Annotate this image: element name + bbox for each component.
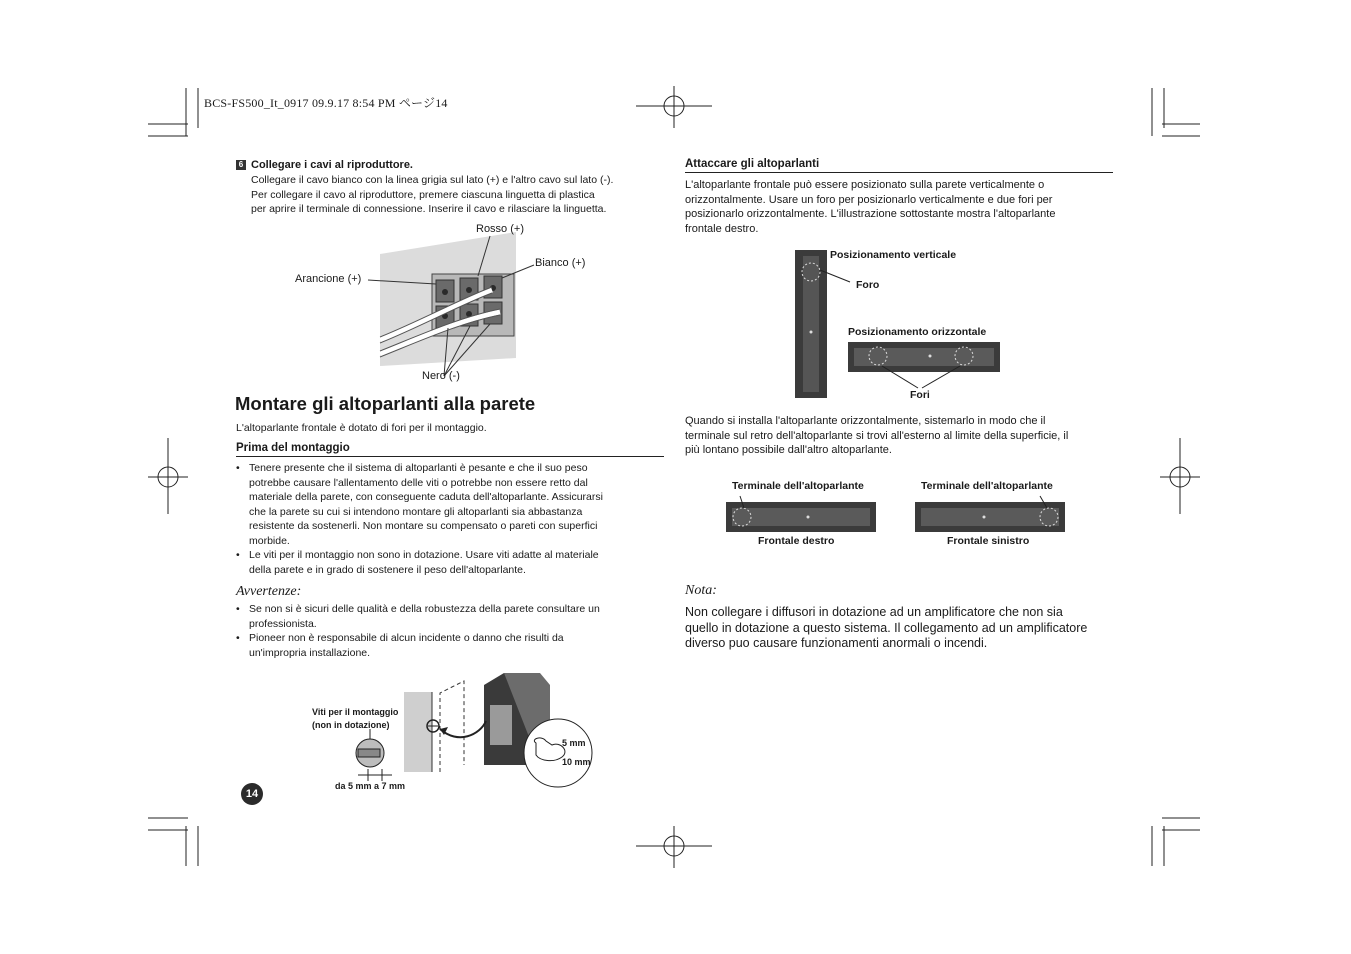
label-arancione: Arancione (+) xyxy=(295,273,362,285)
label-10mm: 10 mm xyxy=(562,757,591,767)
list-item: • Tenere presente che il sistema di altoparlanti è pesante e che il suo peso potrebbe causare l'allentamento delle viti o potrebbe non essere retto dal materiale della parete, con conseguente caduta dell'altoparlante. Assicurarsi che la parete su cui si intendono montare gli altoparlanti sia abbastanza resistente da sostenerli. Non montare su compensato o pareti con superfici morbide. xyxy=(235,461,667,548)
attaccare-heading: Attaccare gli altoparlanti xyxy=(685,158,1113,173)
prima-bullet-list xyxy=(235,461,667,577)
terminal-cable-illustration xyxy=(380,228,520,368)
list-item: • Se non si è sicuri delle qualità e della robustezza della parete consultare un professionista. xyxy=(235,602,667,631)
nota-text: Non collegare i diffusori in dotazione ad un amplificatore che non sia quello in dotazione a questo sistema. Il collegamento ad un amplificatore diverso puo causare funzionamenti anormali o incendi. xyxy=(685,605,1088,650)
label-frontale-destro: Frontale destro xyxy=(758,535,835,547)
nota-heading: Nota: xyxy=(685,583,717,598)
label-terminale-right: Terminale dell'altoparlante xyxy=(921,480,1053,492)
speaker-positioning-illustration xyxy=(790,248,1010,400)
avvertenze-heading: Avvertenze: xyxy=(236,584,302,599)
section-intro: L'altoparlante frontale è dotato di fori per il montaggio. xyxy=(236,422,487,434)
label-terminale-left: Terminale dell'altoparlante xyxy=(732,480,864,492)
label-dim-range: da 5 mm a 7 mm xyxy=(335,781,406,791)
step-title: 6 Collegare i cavi al riproduttore. xyxy=(236,159,666,171)
step-text: Collegare il cavo bianco con la linea grigia sul lato (+) e l'altro cavo sul lato (-). Per collegare il cavo al riproduttore, premere ciascuna linguetta di plastica per aprire il terminale di connessione. Inserire il cavo e rilasciare la linguetta. xyxy=(251,174,614,215)
attaccare-text: L'altoparlante frontale può essere posizionato sulla parete verticalmente o orizzontalmente. Usare un foro per posizionarlo verticalmente e due fori per posizionarlo orizzontalmente. L'illustrazione sottostante mostra l'altoparlante frontale destro. xyxy=(685,179,1056,235)
speaker-terminal-illustration xyxy=(724,494,1070,536)
label-foro: Foro xyxy=(856,279,880,291)
section-title: Montare gli altoparlanti alla parete xyxy=(235,393,536,414)
step-6-block xyxy=(236,159,666,217)
label-rosso: Rosso (+) xyxy=(476,223,524,235)
label-fori: Fori xyxy=(910,389,930,401)
quando-text: Quando si installa l'altoparlante orizzontalmente, sistemarlo in modo che il terminale sul retro dell'altoparlante si trovi all'esterno al limite della superficie, il più lontano possibile dall'altro altoparlante. xyxy=(685,415,1069,456)
avvertenze-bullet-list xyxy=(235,602,667,660)
step-number-badge: 6 xyxy=(236,160,246,170)
label-pos-orizzontale: Posizionamento orizzontale xyxy=(848,326,987,338)
label-bianco: Bianco (+) xyxy=(535,257,586,269)
label-nero: Nero (-) xyxy=(422,370,460,382)
list-item: • Pioneer non è responsabile di alcun incidente o danno che risulti da un'impropria installazione. xyxy=(235,631,667,660)
page-number-badge: 14 xyxy=(241,783,263,805)
label-viti: Viti per il montaggio (non in dotazione) xyxy=(312,707,399,730)
file-info-header: BCS-FS500_It_0917 09.9.17 8:54 PM ページ14 xyxy=(204,96,448,110)
list-item: • Le viti per il montaggio non sono in dotazione. Usare viti adatte al materiale della parete e in grado di sostenere il peso dell'altoparlante. xyxy=(235,548,667,577)
label-frontale-sinistro: Frontale sinistro xyxy=(947,535,1030,547)
label-5mm: 5 mm xyxy=(562,738,586,748)
label-pos-verticale: Posizionamento verticale xyxy=(830,249,957,261)
prima-heading: Prima del montaggio xyxy=(236,442,664,457)
